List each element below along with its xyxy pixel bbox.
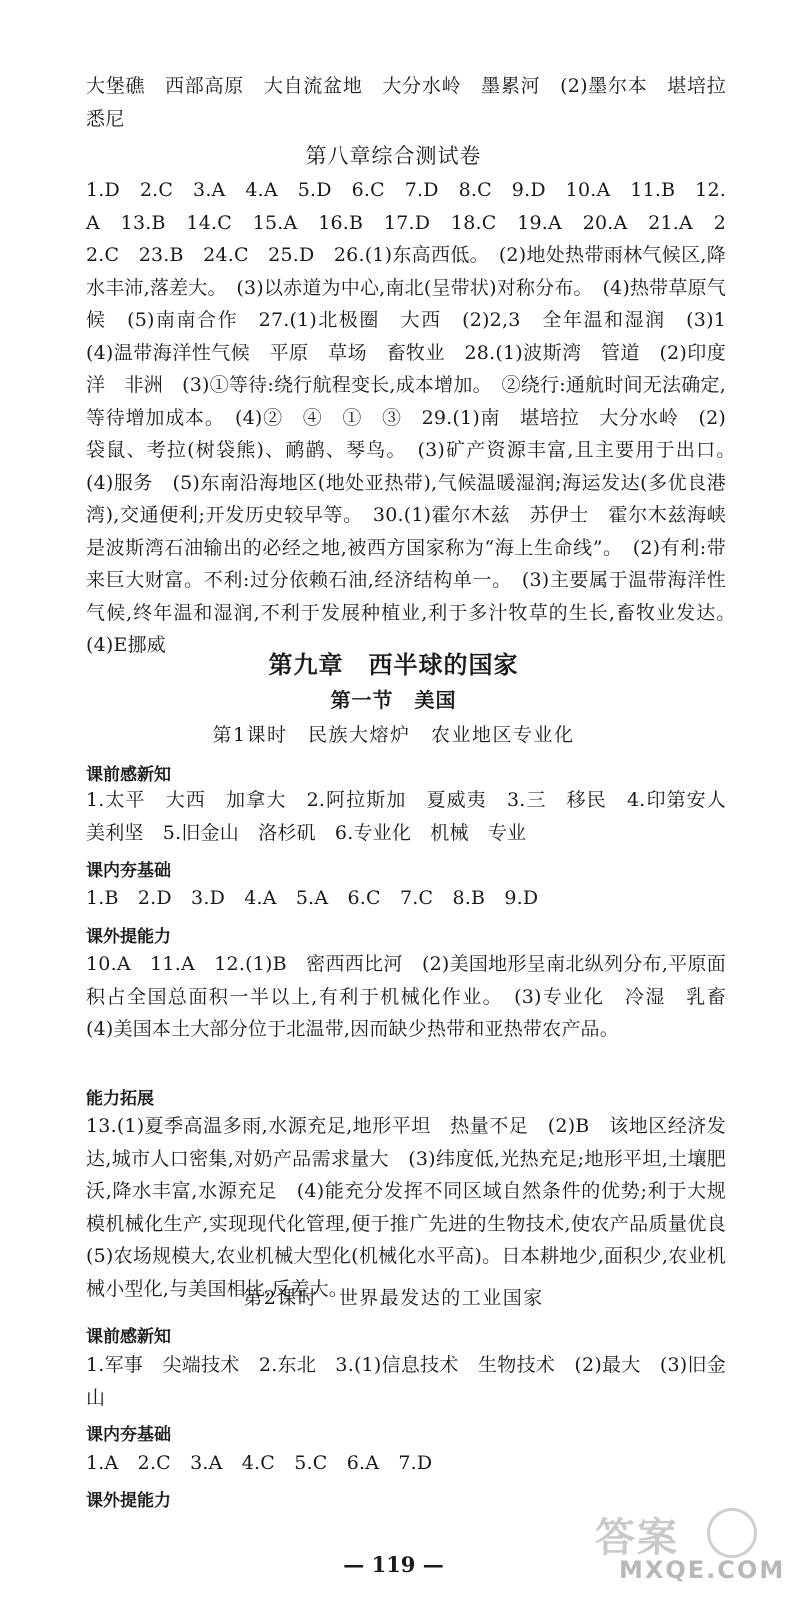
intro-answers: 大堡礁 西部高原 大自流盆地 大分水岭 墨累河 (2)墨尔本 堪培拉 悉尼 xyxy=(86,75,746,130)
lesson1-heading-ability: 课外提能力 xyxy=(86,927,171,947)
lesson2-heading-preview: 课前感新知 xyxy=(86,1327,171,1347)
chapter9-title: 第九章 西半球的国家 xyxy=(268,651,519,679)
lesson2-heading-basics: 课内夯基础 xyxy=(86,1425,171,1445)
watermark-logo xyxy=(589,1506,786,1592)
page-number: — 119 — xyxy=(343,1552,444,1577)
watermark-main-text: 答案 xyxy=(595,1515,679,1561)
lesson1-preview-answers: 1.太平 大西 加拿大 2.阿拉斯加 夏威夷 3.三 移民 4.印第安人 美利坚 5.旧金山 洛杉矶 6.专业化 机械 专业 xyxy=(86,789,746,844)
lesson1-title: 第1课时 民族大熔炉 农业地区专业化 xyxy=(212,724,575,746)
lesson2-heading-ability: 课外提能力 xyxy=(86,1491,171,1511)
chapter8-test-answers: 1.D 2.C 3.A 4.A 5.D 6.C 7.D 8.C 9.D 10.A 11.B 12.A 13.B 14.C 15.A 16.B 17.D 18.C 19.A 20.A 21.A 22.C 23.B 24.C 25.D 26.(1)东高西低。 (2)地处热带雨林气候区,降水丰沛,落差大。 (3)以赤道为中心,南北(呈带状)对称分布。 (4)热带草原气候 (5)南南合作 27.(1)北极圈 大西 (2)2,3 全年温和湿润 (3)1 (4)温带海洋性气候 平原 草场 畜牧业 28.(1)波斯湾 管道 (2)印度洋 非洲 (3)①等待:绕行航程变长,成本增加。 ②绕行:通航时间无法确定,等待增加成本。 (4)② ④ ① ③ 29.(1)南 堪培拉 大分水岭 (2)袋鼠、考拉(树袋熊)、鸸鹋、琴鸟。 (3)矿产资源丰富,且主要用于出口。 (4)服务 (5)东南沿海地区(地处亚热带),气候温暖湿润;海运发达(多优良港湾),交通便利;开发历史较早等。 30.(1)霍尔木兹 苏伊士 霍尔木兹海峡是波斯湾石油输出的必经之地,被西方国家称为“海上生命线”。 (2)有利:带来巨大财富。不利:过分依赖石油,经济结构单一。 (3)主要属于温带海洋性气候,终年温和湿润,不利于发展种植业,利于多汁牧草的生长,畜牧业发达。 (4)E挪威 xyxy=(86,179,746,656)
lesson1-heading-extension: 能力拓展 xyxy=(86,1089,154,1109)
lesson1-extension-answers: 13.(1)夏季高温多雨,水源充足,地形平坦 热量不足 (2)B 该地区经济发达,城市人口密集,对奶产品需求量大 (3)纬度低,光热充足;地形平坦,土壤肥沃,降水丰富,水源充足 (4)能充分发挥不同区域自然条件的优势;利于大规模机械化生产,实现现代化管理,便于推广先进的生物技术,使农产品质量优良 (5)农场规模大,农业机械大型化(机械化水平高)。日本耕地少,面积少,农业机械小型化,与美国相比,反差大。 xyxy=(86,1115,746,1300)
watermark-circle-icon xyxy=(707,1508,757,1558)
lesson2-title: 第2课时 世界最发达的工业国家 xyxy=(243,1287,544,1309)
lesson1-heading-preview: 课前感新知 xyxy=(86,765,171,785)
lesson1-heading-basics: 课内夯基础 xyxy=(86,861,171,881)
chapter8-test-title: 第八章综合测试卷 xyxy=(305,144,482,168)
lesson1-ability-answers: 10.A 11.A 12.(1)B 密西西比河 (2)美国地形呈南北纵列分布,平原面积占全国总面积一半以上,有利于机械化作业。 (3)专业化 冷湿 乳畜 (4)美国本土大部分位于北温带,因而缺少热带和亚热带农产品。 xyxy=(86,953,746,1040)
section1-title: 第一节 美国 xyxy=(330,688,457,712)
watermark-site-text: MXQE.COM xyxy=(619,1556,786,1584)
lesson1-basics-answers: 1.B 2.D 3.D 4.A 5.A 6.C 7.C 8.B 9.D xyxy=(86,887,539,909)
lesson2-basics-answers: 1.A 2.C 3.A 4.C 5.C 6.A 7.D xyxy=(86,1452,433,1474)
lesson2-preview-answers: 1.军事 尖端技术 2.东北 3.(1)信息技术 生物技术 (2)最大 (3)旧金山 xyxy=(86,1354,726,1409)
